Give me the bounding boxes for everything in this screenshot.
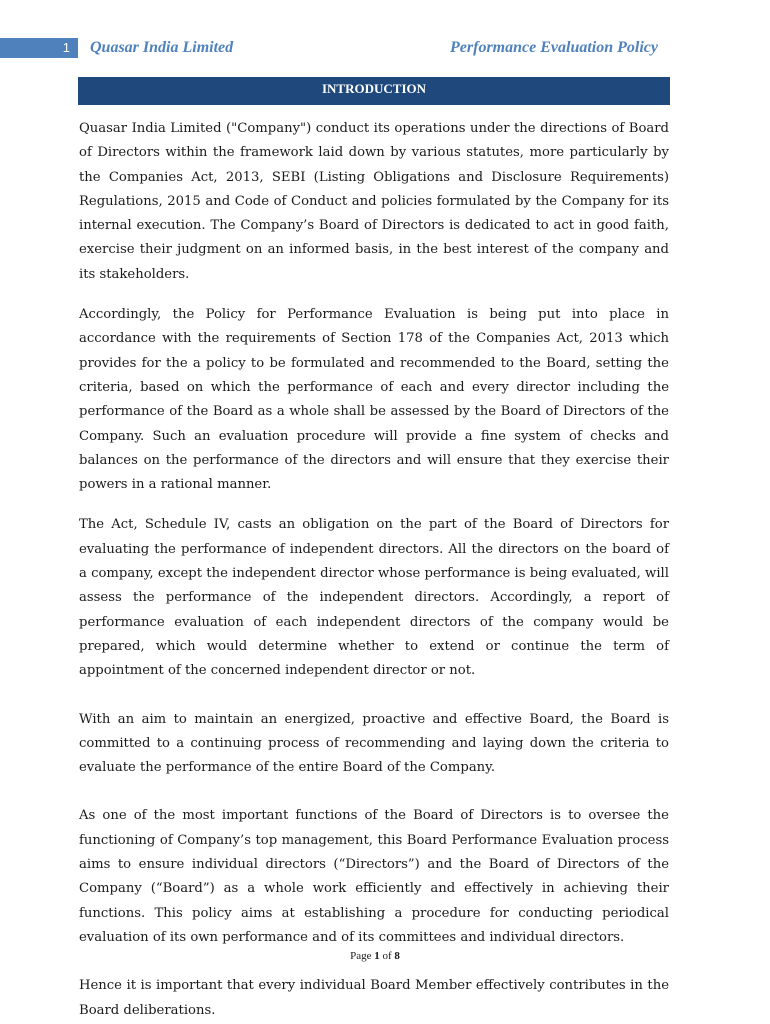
paragraph-5: As one of the most important functions of the Board of Directors is to oversee the functioning of Company’s top management, this Board Performance Evaluation process aims to ensure individual directors (“Directors”) and the Board of Directors of the Company (“Board”) as a whole work efficiently and effectively in achieving their functions. This policy aims at establishing a procedure for conducting periodical evaluation of its own performance and of its committees and individual directors. <box>79 808 669 945</box>
paragraph-1: Quasar India Limited ("Company") conduct its operations under the directions of Board of Directors within the framework laid down by various statutes, more particularly by the Companies Act, 2013, SEBI (Listing Obligations and Disclosure Requirements) Regulations, 2015 and Code of Conduct and policies formulated by the Company for its internal execution. The Company’s Board of Directors is dedicated to act in good faith, exercise their judgment on an informed basis, in the best interest of the company and its stakeholders. <box>79 121 669 282</box>
document-body <box>79 117 669 1023</box>
paragraph-6: Hence it is important that every individual Board Member effectively contributes in the Board deliberations. <box>79 978 669 1018</box>
header-company-name: Quasar India Limited <box>90 39 234 56</box>
footer-total-pages: 8 <box>394 950 400 962</box>
section-heading-introduction: INTRODUCTION <box>78 77 670 105</box>
header-document-title: Performance Evaluation Policy <box>450 39 658 56</box>
page-header <box>0 36 770 60</box>
footer-of-label: of <box>382 950 392 962</box>
paragraph-4: With an aim to maintain an energized, proactive and effective Board, the Board is committed to a continuing process of recommending and laying down the criteria to evaluate the performance of the entire Board of the Company. <box>79 711 669 776</box>
paragraph-2: Accordingly, the Policy for Performance Evaluation is being put into place in accordance with the requirements of Section 178 of the Companies Act, 2013 which provides for the a policy to be formulated and recommended to the Board, setting the criteria, based on which the performance of each and every director including the performance of the Board as a whole shall be assessed by the Board of Directors of the Company. Such an evaluation procedure will provide a fine system of checks and balances on the performance of the directors and will ensure that they exercise their powers in a rational manner. <box>79 307 669 493</box>
page-footer <box>0 950 750 962</box>
header-page-number: 1 <box>0 38 78 58</box>
footer-page-label: Page <box>350 950 372 962</box>
paragraph-3: The Act, Schedule IV, casts an obligation on the part of the Board of Directors for evaluating the performance of independent directors. All the directors on the board of a company, except the independent director whose performance is being evaluated, will assess the performance of the independent directors. Accordingly, a report of performance evaluation of each independent directors of the company would be prepared, which would determine whether to extend or continue the term of appointment of the concerned independent director or not. <box>79 517 669 679</box>
footer-current-page: 1 <box>374 950 380 962</box>
